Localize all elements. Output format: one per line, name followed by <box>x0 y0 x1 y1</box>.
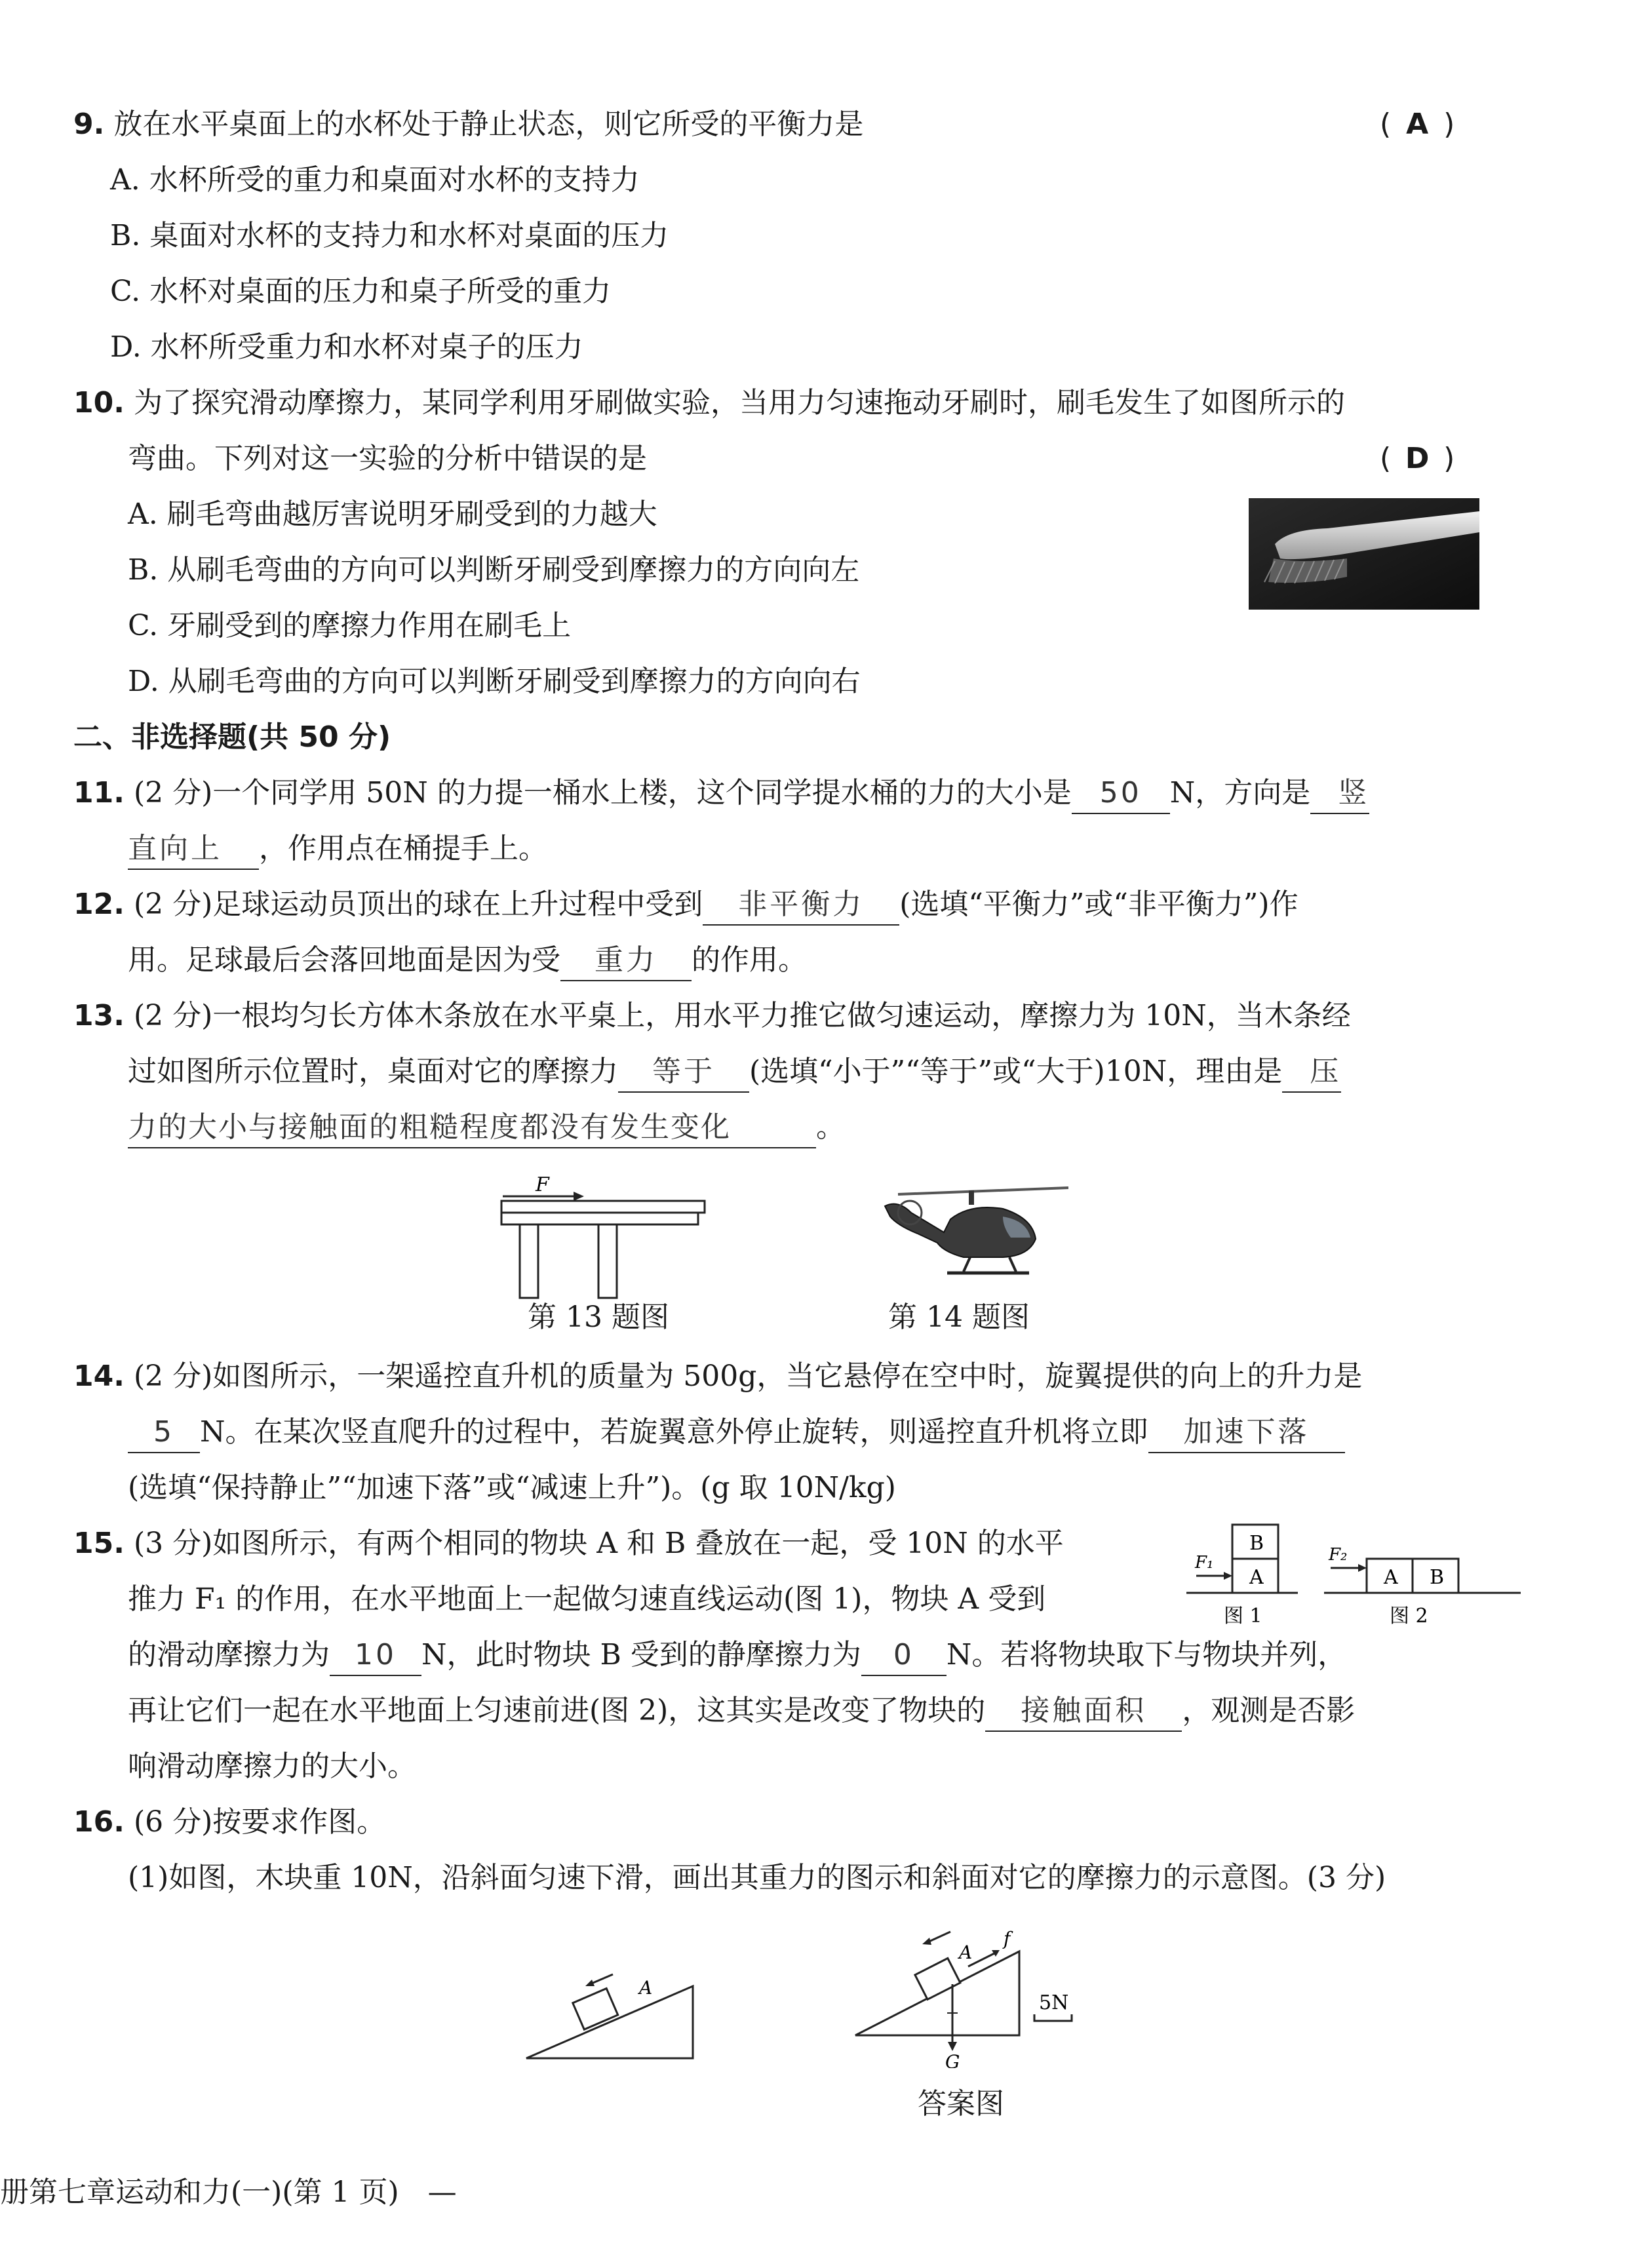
wooden-plank <box>501 1201 705 1213</box>
q9-option-d: D. 水杯所受重力和水杯对桌子的压力 <box>110 330 583 364</box>
q15-line4: 再让它们一起在水平地面上匀速前进(图 2)，这其实是改变了物块的 接触面积 ，观测是否影 <box>128 1691 1355 1732</box>
q16-incline-diagram <box>521 1960 705 2065</box>
q11-blank-direction-end: 直向上 <box>128 829 259 870</box>
q15-line1: 15. (3 分)如图所示，有两个相同的物块 A 和 B 叠放在一起，受 10N 的水平 <box>73 1527 1064 1560</box>
q10-answer: ( D ) <box>1380 442 1455 475</box>
table-top <box>501 1213 698 1224</box>
toothbrush-photo <box>1249 498 1479 610</box>
q14-line2: 5 N。在某次竖直爬升的过程中，若旋翼意外停止旋转，则遥控直升机将立即 加速下落 <box>128 1413 1345 1453</box>
rotor-blade <box>898 1188 1068 1194</box>
q13-line2: 过如图所示位置时，桌面对它的摩擦力 等于 (选填“小于”“等于”或“大于)10N，理由是 压 <box>128 1052 1341 1093</box>
q9-option-c: C. 水杯对桌面的压力和桌子所受的重力 <box>110 275 612 308</box>
q10-stem: 10. 为了探究滑动摩擦力，某同学利用牙刷做实验，当用力匀速拖动牙刷时，刷毛发生了如图所示的 <box>73 386 1345 420</box>
svg-text:B: B <box>1249 1532 1264 1555</box>
q10-stem-line2: 弯曲。下列对这一实验的分析中错误的是 <box>128 442 647 475</box>
q12-line2: 用。足球最后会落回地面是因为受 重力 的作用。 <box>128 941 807 981</box>
q11-blank-direction-start: 竖 <box>1310 773 1369 814</box>
q15-line2: 推力 F₁ 的作用，在水平地面上一起做匀速直线运动(图 1)，物块 A 受到 <box>128 1582 1046 1616</box>
q16-answer-caption: 答案图 <box>918 2087 1004 2121</box>
table-leg-left <box>520 1224 538 1298</box>
q13-line3: 力的大小与接触面的粗糙程度都没有发生变化 。 <box>128 1108 845 1148</box>
q11-blank-force: 50 <box>1072 773 1170 814</box>
friction-arrow <box>968 1953 996 1966</box>
q15-blank-static-friction: 0 <box>861 1635 947 1676</box>
q15-blank-sliding-friction: 10 <box>330 1635 421 1676</box>
q13-blank-reason-end: 力的大小与接触面的粗糙程度都没有发生变化 <box>128 1108 816 1148</box>
fig13-table-diagram <box>495 1177 711 1301</box>
section-title: 二、非选择题(共 50 分) <box>73 720 391 754</box>
q9-stem: 9. 放在水平桌面上的水杯处于静止状态，则它所受的平衡力是 <box>73 108 864 141</box>
fig14-helicopter-photo <box>872 1180 1068 1288</box>
fig14-caption: 第 14 题图 <box>888 1300 1030 1334</box>
q10-option-d: D. 从刷毛弯曲的方向可以判断牙刷受到摩擦力的方向向右 <box>128 665 861 698</box>
q13-blank-compare: 等于 <box>618 1052 749 1093</box>
q12-blank-gravity: 重力 <box>560 941 692 981</box>
q16-answer-diagram <box>849 1917 1124 2068</box>
q10-option-c: C. 牙刷受到的摩擦力作用在刷毛上 <box>128 609 572 642</box>
q14-blank-lift: 5 <box>128 1413 200 1453</box>
q10-option-a: A. 刷毛弯曲越厉害说明牙刷受到的力越大 <box>128 498 657 531</box>
q16-line1: 16. (6 分)按要求作图。 <box>73 1805 386 1839</box>
fig13-caption: 第 13 题图 <box>528 1300 669 1334</box>
svg-text:F₁: F₁ <box>1195 1553 1214 1573</box>
arrowhead-icon <box>585 1980 595 1986</box>
svg-text:A: A <box>1249 1566 1264 1589</box>
svg-text:F₂: F₂ <box>1329 1545 1348 1565</box>
fig2-caption: 图 2 <box>1390 1605 1428 1628</box>
q15-block-diagrams <box>1183 1521 1524 1632</box>
q11-line2: 直向上 ，作用点在桶提手上。 <box>128 829 547 870</box>
force-label: F <box>536 1177 549 1196</box>
svg-text:A: A <box>959 1942 973 1963</box>
arrowhead-icon <box>1358 1564 1367 1572</box>
q9-answer: ( A ) <box>1380 108 1455 141</box>
svg-text:B: B <box>1430 1566 1445 1589</box>
svg-text:f: f <box>1004 1928 1011 1949</box>
svg-text:G: G <box>945 2051 960 2068</box>
arrowhead-icon <box>922 1938 931 1945</box>
q15-blank-contact-area: 接触面积 <box>985 1691 1182 1732</box>
svg-text:A: A <box>1384 1566 1398 1589</box>
svg-text:A: A <box>639 1977 653 1999</box>
q16-line2: (1)如图，木块重 10N，沿斜面匀速下滑，画出其重力的图示和斜面对它的摩擦力的示意图。(3 分) <box>128 1861 1386 1894</box>
motion-arrow <box>927 1932 950 1942</box>
fig1-caption: 图 1 <box>1224 1605 1262 1628</box>
q10-option-b: B. 从刷毛弯曲的方向可以判断牙刷受到摩擦力的方向向左 <box>128 553 860 587</box>
q14-line1: 14. (2 分)如图所示，一架遥控直升机的质量为 500g，当它悬停在空中时，旋翼提供的向上的升力是 <box>73 1359 1363 1393</box>
q15-line5: 响滑动摩擦力的大小。 <box>128 1750 416 1783</box>
q12-blank-force-type: 非平衡力 <box>703 885 899 926</box>
q15-line3: 的滑动摩擦力为 10 N，此时物块 B 受到的静摩擦力为 0 N。若将物块取下与物块并列， <box>128 1635 1346 1676</box>
scale-label: 5N <box>1039 1991 1069 2014</box>
scale-bar <box>1034 2014 1072 2021</box>
q11-line1: 11. (2 分)一个同学用 50N 的力提一桶水上楼，这个同学提水桶的力的大小是 50 N，方向是 竖 <box>73 773 1369 814</box>
q13-line1: 13. (2 分)一根均匀长方体木条放在水平桌上，用水平力推它做匀速运动，摩擦力为 10N，当木条经 <box>73 999 1351 1032</box>
q9-option-a: A. 水杯所受的重力和桌面对水杯的支持力 <box>110 163 640 197</box>
motion-arrow <box>590 1974 613 1984</box>
q14-line3: (选填“保持静止”“加速下落”或“减速上升”)。(g 取 10N/kg) <box>128 1471 896 1504</box>
q14-blank-motion: 加速下落 <box>1148 1413 1345 1453</box>
table-leg-right <box>598 1224 617 1298</box>
force-arrowhead-icon <box>574 1192 584 1201</box>
page-footer: 册第七章运动和力(一)(第 1 页) — <box>0 2176 457 2209</box>
q13-blank-reason-start: 压 <box>1282 1052 1341 1093</box>
q9-option-b: B. 桌面对水杯的支持力和水杯对桌面的压力 <box>110 219 669 252</box>
arrowhead-icon <box>1224 1572 1232 1580</box>
arrowhead-icon <box>948 2042 957 2051</box>
q12-line1: 12. (2 分)足球运动员顶出的球在上升过程中受到 非平衡力 (选填“平衡力”或“非平衡力”)作 <box>73 885 1298 926</box>
